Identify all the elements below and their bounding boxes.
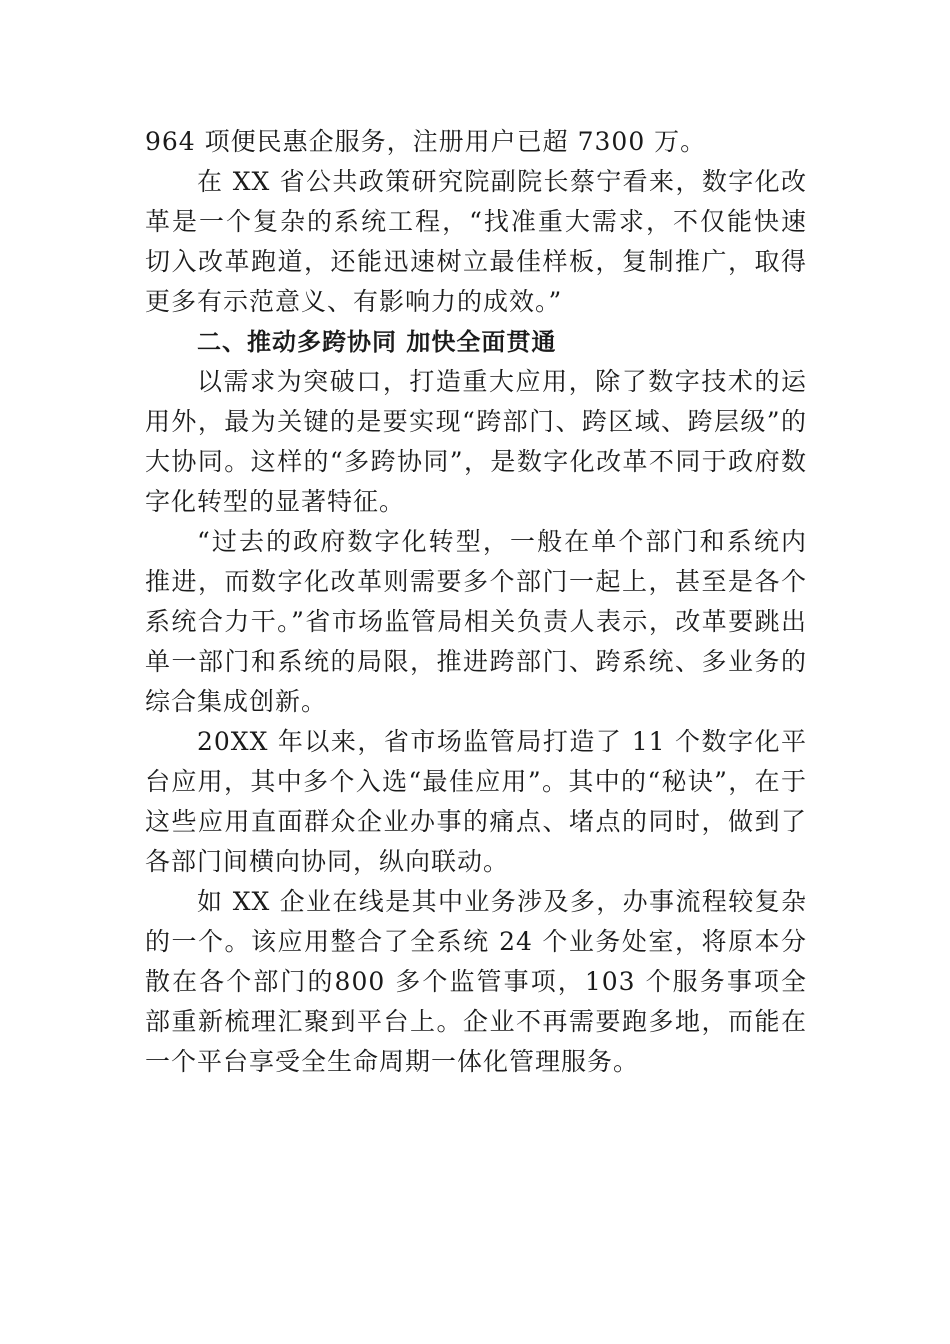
paragraph-market-supervision-quote: “过去的政府数字化转型，一般在单个部门和系统内推进，而数字化改革则需要多个部门一起上，甚至是各个系统合力干。”省市场监管局相关负责人表示，改革要跳出单一部门和系统的局限，推进跨部门、跨系统、多业务的综合集成创新。 [145, 527, 807, 716]
paragraph-cai-ning-quote: 在 XX 省公共政策研究院副院长蔡宁看来，数字化改革是一个复杂的系统工程，“找准重大需求，不仅能快速切入改革跑道，还能迅速树立最佳样板，复制推广，取得更多有示范意义、有影响力的成效。” [145, 167, 807, 316]
paragraph-multi-collaboration: 以需求为突破口，打造重大应用，除了数字技术的运用外，最为关键的是要实现“跨部门、跨区域、跨层级”的大协同。这样的“多跨协同”，是数字化改革不同于政府数字化转型的显著特征。 [145, 367, 807, 516]
section-heading: 二、推动多跨协同 加快全面贯通 [197, 328, 557, 356]
paragraph-continuation: 964 项便民惠企服务，注册用户已超 7300 万。 [145, 127, 707, 156]
paragraph-enterprise-online: 如 XX 企业在线是其中业务涉及多，办事流程较复杂的一个。该应用整合了全系统 24 个业务处室，将原本分散在各个部门的800 多个监管事项，103 个服务事项全部重新梳理汇聚到平台上。企业不再需要跑多地，而能在一个平台享受全生命周期一体化管理服务。 [145, 887, 807, 1076]
paragraph-platform-applications: 20XX 年以来，省市场监管局打造了 11 个数字化平台应用，其中多个入选“最佳应用”。其中的“秘诀”，在于这些应用直面群众企业办事的痛点、堵点的同时，做到了各部门间横向协同，纵向联动。 [145, 727, 807, 876]
document-body [145, 122, 807, 1082]
